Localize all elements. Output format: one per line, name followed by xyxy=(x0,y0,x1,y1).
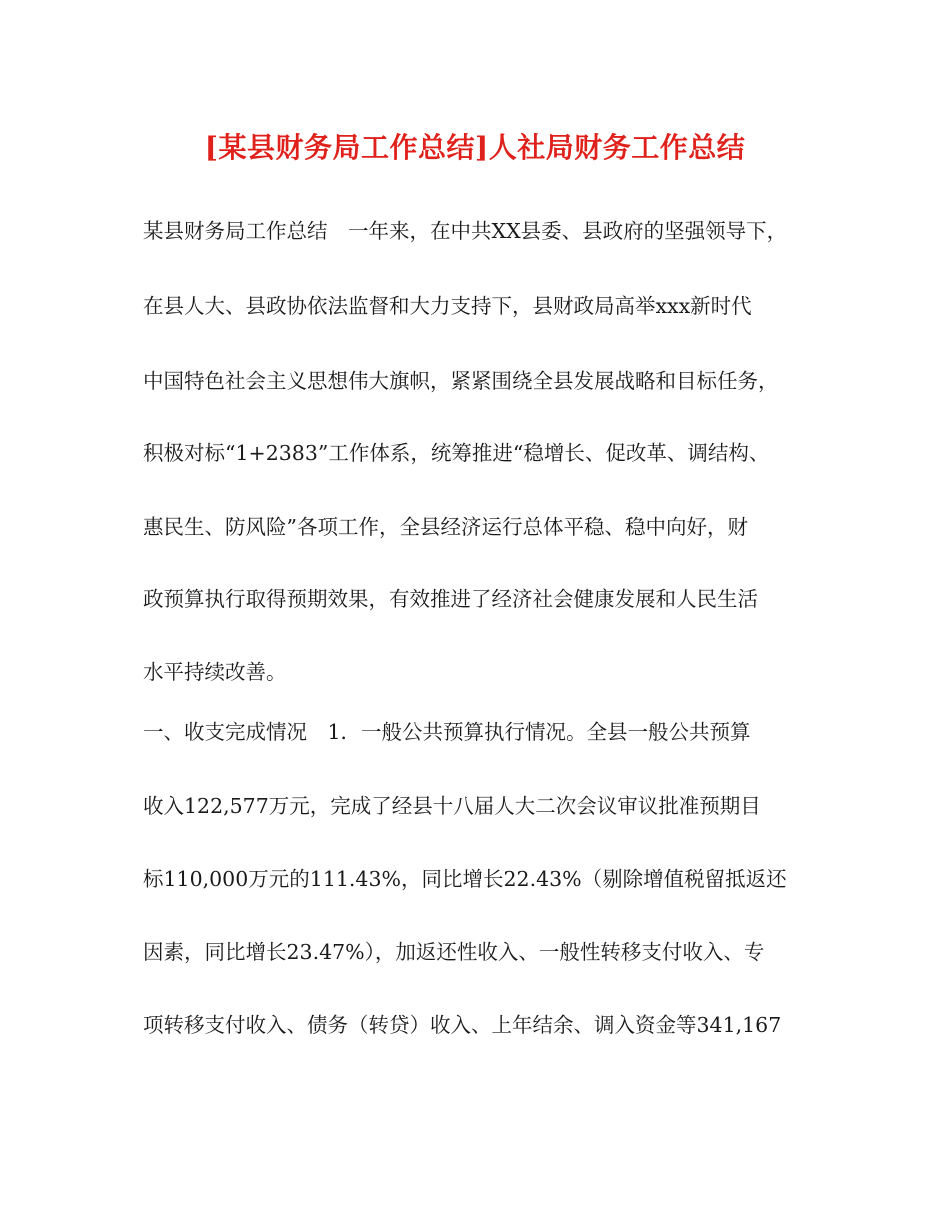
body-line-2: 在县人大、县政协依法监督和大力支持下，县财政局高举xxx新时代 xyxy=(143,294,752,318)
document-title: [某县财务局工作总结]人社局财务工作总结 xyxy=(204,131,746,164)
body-line-8: 一、收支完成情况 1．一般公共预算执行情况。全县一般公共预算 xyxy=(143,720,751,744)
body-line-11: 因素，同比增长23.47%），加返还性收入、一般性转移支付收入、专 xyxy=(143,940,765,964)
body-line-12: 项转移支付收入、债务（转贷）收入、上年结余、调入资金等341,167 xyxy=(143,1013,782,1037)
body-line-4: 积极对标“1+2383”工作体系，统筹推进“稳增长、促改革、调结构、 xyxy=(143,441,770,465)
body-line-9: 收入122,577万元，完成了经县十八届人大二次会议审议批准预期目 xyxy=(143,794,761,818)
body-line-5: 惠民生、防风险”各项工作，全县经济运行总体平稳、稳中向好，财 xyxy=(143,515,748,539)
body-line-1: 某县财务局工作总结 一年来，在中共XX县委、县政府的坚强领导下， xyxy=(143,219,788,243)
body-line-6: 政预算执行取得预期效果，有效推进了经济社会健康发展和人民生活 xyxy=(143,587,758,611)
body-line-3: 中国特色社会主义思想伟大旗帜，紧紧围绕全县发展战略和目标任务， xyxy=(143,369,779,393)
body-line-10: 标110,000万元的111.43%，同比增长22.43%（剔除增值税留抵返还 xyxy=(143,867,787,891)
body-line-7: 水平持续改善。 xyxy=(143,660,287,684)
